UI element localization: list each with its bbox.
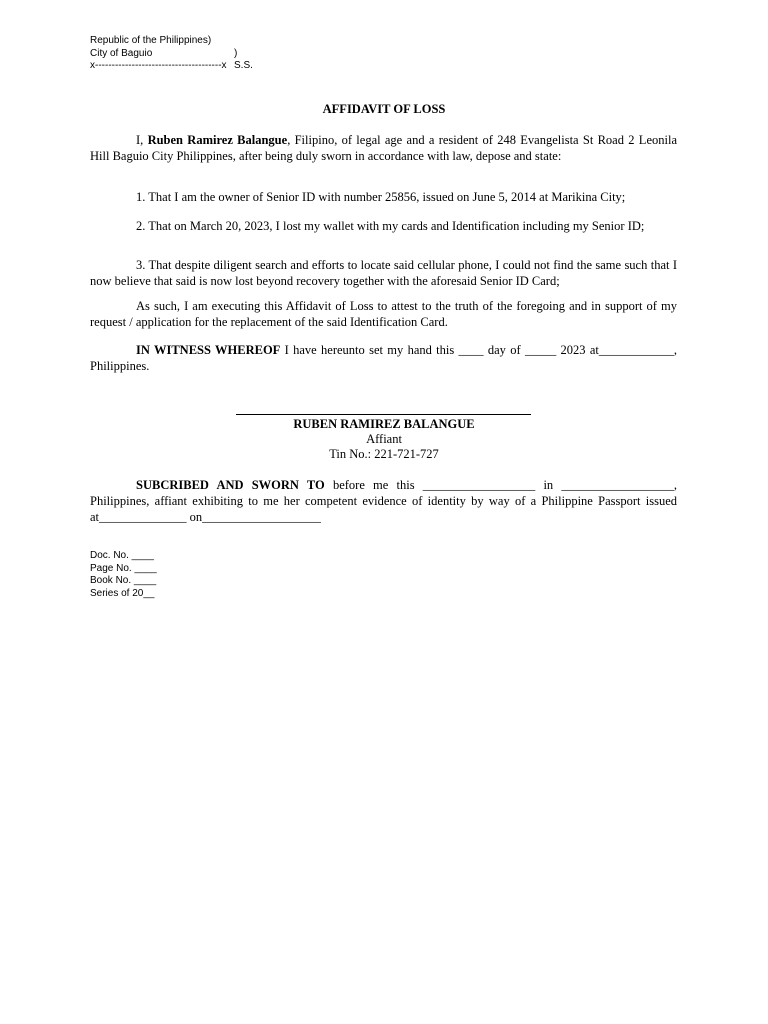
affiant-tin: Tin No.: 221-721-727 <box>329 447 439 461</box>
book-no: Book No. ____ <box>90 575 157 586</box>
affiant-role: Affiant <box>366 432 402 446</box>
jurat-rest: before me this __________________ in __________________, Philippines, affiant exhibiting to me her competent evidence of identity by way of a Philippine Passport issued at______________ on___________________ <box>90 478 677 524</box>
intro-prefix: I, <box>136 133 148 147</box>
affiant-name-inline: Ruben Ramirez Balangue <box>147 133 288 147</box>
jurat-heading: SUBCRIBED AND SWORN TO <box>136 478 325 492</box>
signature-line <box>236 414 531 415</box>
intro-rest: , Filipino, of legal age and a resident of 248 Evangelista St Road 2 Leonila Hill Baguio City Philippines, after being duly sworn in accordance with law, depose and state: <box>90 133 677 163</box>
statement-2: 2. That on March 20, 2023, I lost my wallet with my cards and Identification including my Senior ID; <box>136 219 645 233</box>
witness-rest: I have hereunto set my hand this ____ day of _____ 2023 at____________, Philippines. <box>90 343 677 373</box>
statement-3: 3. That despite diligent search and efforts to locate said cellular phone, I could not find the same such that I now believe that said is now lost beyond recovery together with the aforesaid Senior ID Card; <box>90 258 677 288</box>
venue-ss: ) S.S. <box>234 47 253 71</box>
venue-country: Republic of the Philippines) <box>90 35 212 46</box>
statement-1: 1. That I am the owner of Senior ID with number 25856, issued on June 5, 2014 at Marikina City; <box>136 190 626 204</box>
witness-heading: IN WITNESS WHEREOF <box>136 343 281 357</box>
purpose-paragraph: As such, I am executing this Affidavit of Loss to attest to the truth of the foregoing and in support of my request / application for the replacement of the said Identification Card. <box>90 299 677 329</box>
venue-city: City of Baguio <box>90 47 153 59</box>
intro-paragraph <box>90 132 677 164</box>
doc-no: Doc. No. ____ <box>90 550 154 561</box>
witness-paragraph <box>90 342 677 374</box>
venue-block <box>90 35 253 73</box>
page-no: Page No. ____ <box>90 562 157 574</box>
notarial-register <box>90 550 157 600</box>
document-title: AFFIDAVIT OF LOSS <box>322 102 446 116</box>
series: Series of 20__ <box>90 587 155 599</box>
affiant-name: RUBEN RAMIREZ BALANGUE <box>293 417 475 431</box>
jurat-paragraph <box>90 477 677 525</box>
venue-separator: x--------------------------------------x <box>90 60 227 71</box>
